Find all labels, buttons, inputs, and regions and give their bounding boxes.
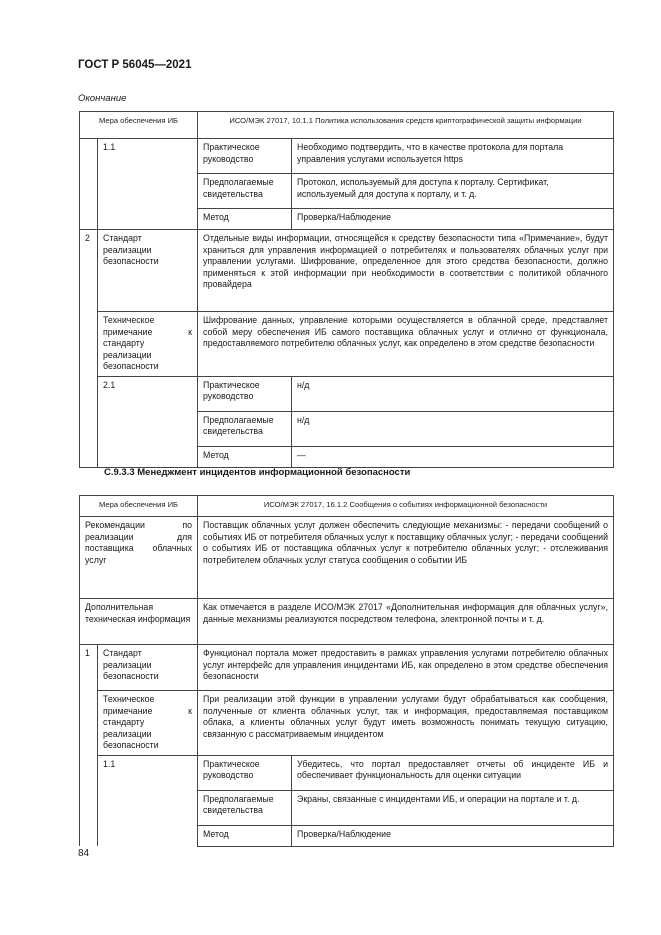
cell-text: н/д	[292, 376, 614, 411]
cell-label: Предполагаемые свидетельства	[198, 790, 292, 825]
head-left: Мера обеспечения ИБ	[80, 112, 198, 139]
cell-text: Протокол, используемый для доступа к порталу. Сертификат, используемый для доступа к порталу, и т. д.	[292, 174, 614, 209]
cell-label: Метод	[198, 825, 292, 846]
cell-text: Проверка/Наблюдение	[292, 825, 614, 846]
table-row	[80, 755, 614, 790]
continuation-label: Окончание	[78, 93, 127, 104]
table-crypto-policy	[79, 111, 614, 468]
table-row	[80, 230, 614, 312]
head-right: ИСО/МЭК 27017, 16.1.2 Сообщения о событиях информационной безопасности	[198, 496, 614, 517]
cell-label: Стандарт реализации безопасности	[98, 645, 198, 691]
cell-text: При реализации этой функции в управлении услугами будут обрабатываться как сообщения, полученные от клиента облачных услуг, так и информация, предоставляемая поставщиком облака, а клиенты облачных услуг будут иметь возможность понимать текущую ситуацию, связанную с рассматриваемым инцидентом	[198, 691, 614, 756]
cell-label: Метод	[198, 209, 292, 230]
cell-label: Техническое примечание к стандарту реализации безопасности	[98, 312, 198, 377]
cell-label: Практическое руководство	[198, 755, 292, 790]
cell-label: Предполагаемые свидетельства	[198, 174, 292, 209]
cell-text: Как отмечается в разделе ИСО/МЭК 27017 «Дополнительная информация для облачных услуг», данные механизмы реализуются посредством телефона, электронной почты и т. д.	[198, 599, 614, 645]
head-left: Мера обеспечения ИБ	[80, 496, 198, 517]
cell-text: н/д	[292, 411, 614, 446]
table-header-row	[80, 112, 614, 139]
cell-text: Необходимо подтвердить, что в качестве протокола для портала управления услугами используется https	[292, 139, 614, 174]
table-row	[80, 517, 614, 599]
cell-label: Стандарт реализации безопасности	[98, 230, 198, 312]
cell-text: —	[292, 446, 614, 467]
table-row	[80, 139, 614, 174]
table-row	[80, 376, 614, 411]
row-number: 1	[80, 645, 98, 847]
cell-text: Шифрование данных, управление которыми осуществляется в облачной среде, представляет собой меру обеспечения ИБ самого поставщика облачных услуг и отлично от функционала, предоставляемого потребителю облачных услуг, как определено в этом средстве безопасности	[198, 312, 614, 377]
cell-text: Отдельные виды информации, относящейся к средству безопасности типа «Примечание», будут храниться для управления информацией о потребителях и пользователях облачных услуг при управлении услугами. Шифрование, определенное для этого средства безопасности, должно применяться к этой информации при необходимости в соответствии с политикой облачного провайдера	[198, 230, 614, 312]
row-number: 1.1	[98, 755, 198, 846]
cell-text: Экраны, связанные с инцидентами ИБ, и операции на портале и т. д.	[292, 790, 614, 825]
page-number: 84	[78, 848, 90, 859]
row-number: 2	[80, 230, 98, 468]
table-row	[80, 645, 614, 691]
table-row	[80, 691, 614, 756]
cell-text: Убедитесь, что портал предоставляет отчеты об инциденте ИБ и обеспечивает функциональность для оценки ситуации	[292, 755, 614, 790]
head-right: ИСО/МЭК 27017, 10.1.1 Политика использования средств криптографической защиты информации	[198, 112, 614, 139]
cell-label: Метод	[198, 446, 292, 467]
cell-label: Дополнительная техническая информация	[80, 599, 198, 645]
row-number: 2.1	[98, 376, 198, 467]
cell-label: Рекомендации по реализации для поставщика облачных услуг	[80, 517, 198, 599]
cell-label: Практическое руководство	[198, 139, 292, 174]
row-number: 1.1	[98, 139, 198, 230]
table-row	[80, 599, 614, 645]
table-incident-management	[79, 495, 614, 847]
cell-label: Практическое руководство	[198, 376, 292, 411]
section-title: С.9.3.3 Менеджмент инцидентов информационной безопасности	[104, 467, 411, 478]
page-header: ГОСТ Р 56045—2021	[78, 59, 192, 71]
cell-text: Поставщик облачных услуг должен обеспечить следующие механизмы: - передачи сообщений о событиях ИБ от потребителя облачных услуг к поставщику облачных услуг; - передачи сообщений о событиях ИБ от поставщика облачных услуг к потребителю облачных услуг; - отслеживания потребителем облачных услуг статуса сообщения о событии ИБ	[198, 517, 614, 599]
cell-label: Предполагаемые свидетельства	[198, 411, 292, 446]
cell-label: Техническое примечание к стандарту реализации безопасности	[98, 691, 198, 756]
cell-text: Функционал портала может предоставить в рамках управления услугами потребителю облачных услуг интерфейс для управления инцидентами ИБ, как определено в этом средстве обеспечения безопасности	[198, 645, 614, 691]
table-header-row	[80, 496, 614, 517]
cell-text: Проверка/Наблюдение	[292, 209, 614, 230]
table-row	[80, 312, 614, 377]
